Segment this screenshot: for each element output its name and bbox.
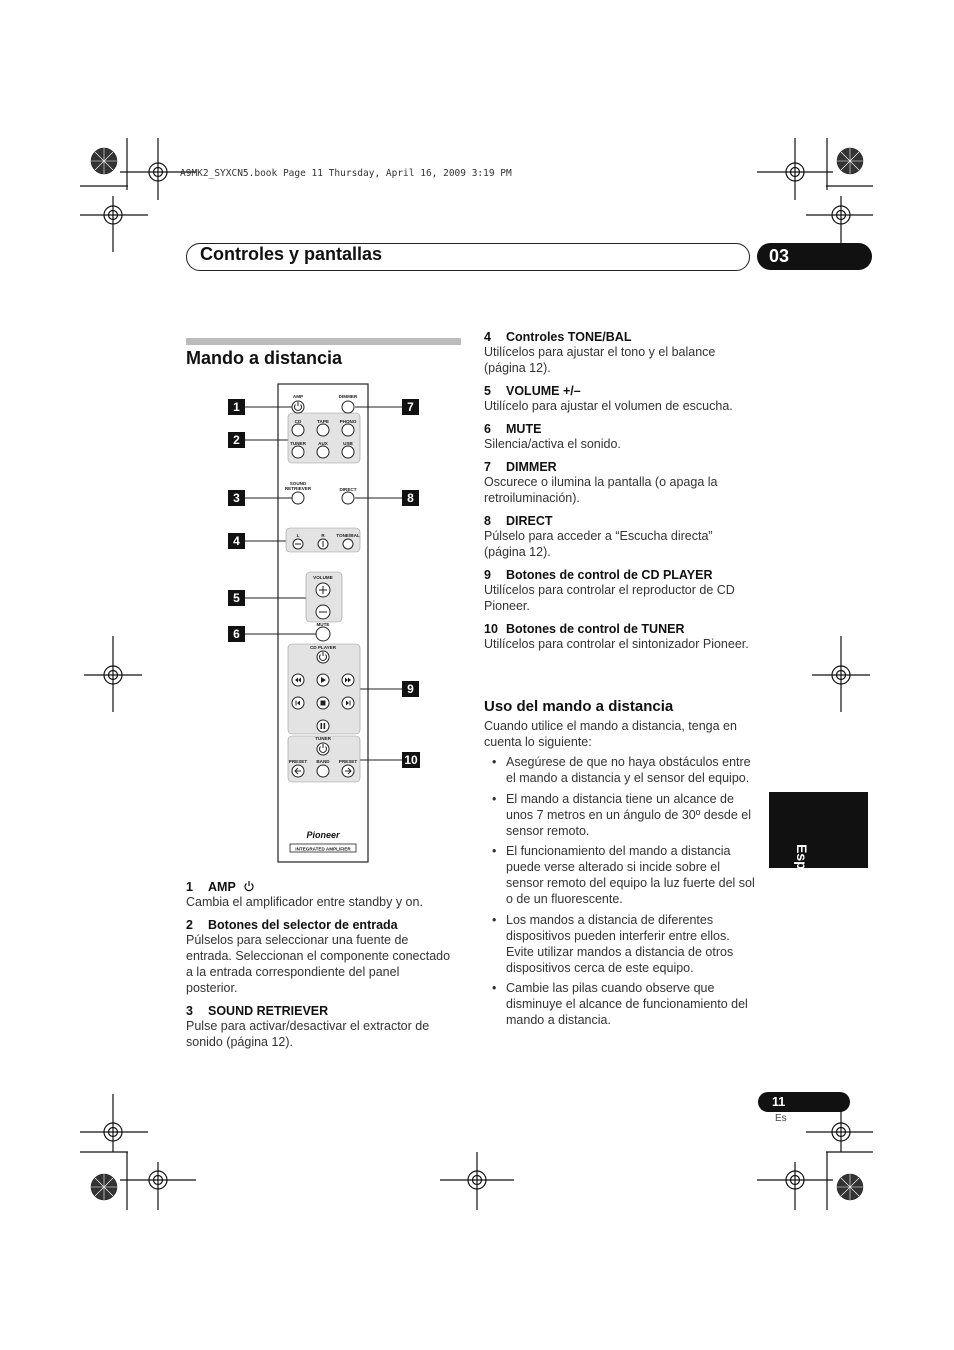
item-number: 8: [484, 514, 491, 528]
tuner-label: TUNER: [290, 441, 306, 446]
mute-label: MUTE: [316, 622, 330, 627]
page-number: 11: [758, 1092, 850, 1112]
callout-4: 4: [228, 533, 245, 549]
chapter-title: Controles y pantallas: [200, 244, 383, 264]
list-item: • El mando a distancia tiene un alcance de unos 7 metros en un ángulo de 30º desde el sensor remoto.: [484, 791, 758, 839]
item-heading: SOUND RETRIEVER: [208, 1004, 329, 1018]
item-heading: Controles TONE/BAL: [506, 330, 632, 344]
callout-6: 6: [228, 626, 245, 642]
callout-8: 8: [402, 490, 419, 506]
usage-title: Uso del mando a distancia: [484, 698, 674, 715]
list-item: • Los mandos a distancia de diferentes dispositivos pueden interferir entre ellos. Evite utilizar mandos a distancia de otros dispositivos cerca de este equipo.: [484, 912, 758, 976]
item-description: Oscurece o ilumina la pantalla (o apaga la retroiluminación).: [484, 475, 718, 505]
phono-label: PHONO: [339, 419, 357, 424]
item-description: Utilícelo para ajustar el volumen de escucha.: [484, 399, 733, 413]
cd-player-label: CD PLAYER: [309, 645, 337, 650]
item-description: Púlselo para acceder a “Escucha directa” (página 12).: [484, 529, 713, 559]
item-5: [484, 384, 756, 414]
cd-label: CD: [294, 419, 302, 424]
print-header: A9MK2_SYXCN5.book Page 11 Thursday, April 16, 2009 3:19 PM: [180, 168, 512, 179]
callout-1: 1: [228, 399, 245, 415]
language-tab-label: Español: [794, 844, 810, 899]
item-7: [484, 460, 756, 506]
callout-3: 3: [228, 490, 245, 506]
item-number: 7: [484, 460, 491, 474]
sound-retriever-label-1: SOUND: [289, 481, 307, 486]
callout-7: 7: [402, 399, 419, 415]
item-10: [484, 622, 756, 652]
amp-label: AMP: [292, 394, 304, 399]
tuner-section-label: TUNER: [315, 736, 331, 741]
dimmer-label: DIMMER: [338, 394, 358, 399]
item-number: 1: [186, 880, 193, 894]
item-4: [484, 330, 756, 376]
sound-retriever-label-2: RETRIEVER: [284, 486, 312, 491]
l-label: L: [296, 533, 300, 538]
item-heading: MUTE: [506, 422, 542, 436]
usb-label: USB: [343, 441, 353, 446]
item-heading: VOLUME +/–: [506, 384, 581, 398]
callout-2: 2: [228, 432, 245, 448]
r-label: R: [321, 533, 325, 538]
item-number: 3: [186, 1004, 193, 1018]
item-description: Utilícelos para controlar el reproductor de CD Pioneer.: [484, 583, 735, 613]
page-language-code: Es: [775, 1113, 787, 1124]
remote-control-diagram: [225, 380, 425, 870]
usage-bullet-list: [484, 754, 758, 1033]
aux-label: AUX: [318, 441, 328, 446]
item-description: Pulse para activar/desactivar el extractor de sonido (página 12).: [186, 1019, 430, 1049]
item-2: [186, 918, 454, 996]
section-rule: [186, 338, 461, 345]
preset-left-label: PRESET: [288, 759, 308, 764]
item-heading: Botones de control de CD PLAYER: [506, 568, 713, 582]
usage-intro: Cuando utilice el mando a distancia, tenga en cuenta lo siguiente:: [484, 719, 737, 749]
list-item: • El funcionamiento del mando a distancia puede verse alterado si incide sobre el sensor remoto del equipo la luz fuerte del sol o de un fluorescente.: [484, 843, 758, 907]
chapter-number: 03: [757, 243, 872, 270]
item-1: [186, 880, 454, 910]
item-number: 4: [484, 330, 491, 344]
direct-label: DIRECT: [339, 487, 357, 492]
item-heading: Botones del selector de entrada: [208, 918, 398, 932]
item-description: Púlselos para seleccionar una fuente de entrada. Seleccionan el componente conectado a la entrada correspondiente del panel posterior.: [186, 933, 451, 995]
callout-9: 9: [402, 681, 419, 697]
item-heading: Botones de control de TUNER: [506, 622, 685, 636]
item-8: [484, 514, 756, 560]
left-item-list: [186, 880, 454, 1050]
volume-label: VOLUME: [313, 575, 333, 580]
section-title: Mando a distancia: [186, 348, 343, 368]
preset-right-label: PRESET: [338, 759, 358, 764]
item-heading: DIRECT: [506, 514, 553, 528]
band-label: BAND: [316, 759, 330, 764]
item-description: Silencia/activa el sonido.: [484, 437, 621, 451]
item-description: Cambia el amplificador entre standby y on.: [186, 895, 423, 909]
item-6: [484, 422, 756, 452]
pioneer-logo: Pioneer: [306, 830, 340, 840]
item-9: [484, 568, 756, 614]
callout-10: 10: [402, 752, 420, 768]
item-heading: AMP: [208, 880, 236, 894]
item-description: Utilícelos para controlar el sintonizador Pioneer.: [484, 637, 749, 651]
item-description: Utilícelos para ajustar el tono y el balance (página 12).: [484, 345, 716, 375]
item-3: [186, 1004, 454, 1050]
item-number: 10: [484, 622, 498, 636]
right-item-list: [484, 330, 756, 652]
callout-5: 5: [228, 590, 245, 606]
item-number: 9: [484, 568, 491, 582]
list-item: • Asegúrese de que no haya obstáculos entre el mando a distancia y el sensor del equipo.: [484, 754, 758, 786]
list-item: • Cambie las pilas cuando observe que disminuye el alcance de funcionamiento del mando a distancia.: [484, 980, 758, 1028]
item-number: 5: [484, 384, 491, 398]
tape-label: TAPE: [317, 419, 329, 424]
language-tab: [769, 792, 868, 899]
tone-bal-label: TONE/BAL: [336, 533, 360, 538]
item-number: 2: [186, 918, 193, 932]
item-number: 6: [484, 422, 491, 436]
model-label: INTEGRATED AMPLIFIER: [295, 846, 351, 852]
item-heading: DIMMER: [506, 460, 557, 474]
power-icon: [243, 880, 255, 892]
